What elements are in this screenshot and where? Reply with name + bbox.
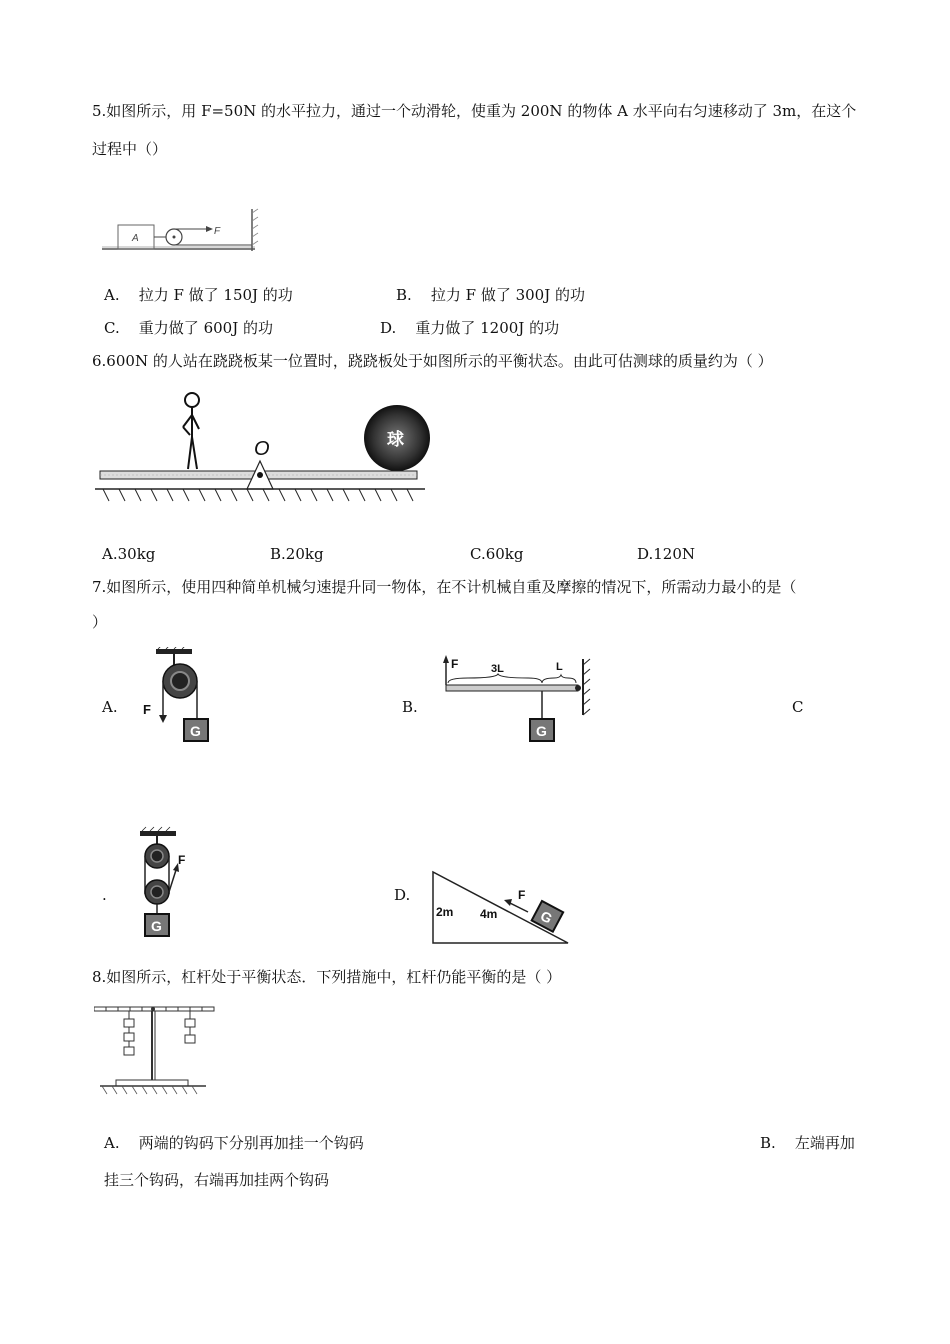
weight-label-d: G [537, 907, 556, 927]
lever-short-label: L [556, 661, 563, 673]
q5-option-a[interactable]: A. 拉力 F 做了 150J 的功 [104, 286, 293, 304]
q8-stem: 8.如图所示，杠杆处于平衡状态．下列措施中，杠杆仍能平衡的是（ ） [92, 968, 562, 986]
incline-height-label: 2m [436, 905, 454, 919]
force-label-d: F [518, 888, 526, 902]
force-label: F [214, 226, 221, 237]
lever-bar [446, 685, 578, 691]
lever-long-label: 3L [491, 663, 504, 675]
force-arrow-icon [504, 899, 512, 906]
q7-label-d[interactable]: D. [394, 886, 411, 904]
weight-label-c: G [151, 918, 162, 934]
q7-lever-figure [438, 655, 598, 747]
q6-option-b[interactable]: B.20kg [270, 545, 324, 563]
incline-length-label: 4m [480, 907, 498, 921]
q8-option-b-continued: 挂三个钩码，右端再加挂两个钩码 [104, 1171, 330, 1189]
q7-label-c-dot: . [102, 886, 107, 904]
q6-option-c[interactable]: C.60kg [470, 545, 524, 563]
q7-label-c[interactable]: C [792, 698, 804, 716]
q5-stem-line2: 过程中（） [92, 140, 168, 158]
q8-option-b[interactable]: B. 左端再加 [760, 1134, 855, 1152]
weight-label-b: G [536, 723, 547, 739]
q8-balance-lever-figure [94, 1002, 219, 1097]
force-arrow-icon [159, 715, 167, 723]
q6-stem: 6.600N 的人站在跷跷板某一位置时，跷跷板处于如图所示的平衡状态。由此可估测球的质量约为（ ） [92, 352, 773, 370]
q6-option-a[interactable]: A.30kg [102, 545, 156, 563]
ground-hatch [103, 489, 413, 501]
block-a-label: A [132, 233, 139, 244]
q7-label-b[interactable]: B. [402, 698, 418, 716]
q5-option-b[interactable]: B. 拉力 F 做了 300J 的功 [396, 286, 585, 304]
q6-option-d[interactable]: D.120N [637, 545, 696, 563]
q7-stem-line2: ） [92, 613, 108, 631]
q5-option-d[interactable]: D. 重力做了 1200J 的功 [380, 319, 560, 337]
q7-fixed-pulley-figure [138, 647, 218, 747]
q7-incline-figure [428, 866, 573, 946]
q7-pulley-block-figure [132, 826, 202, 944]
hook-weights-left [124, 1019, 134, 1055]
q5-option-c[interactable]: C. 重力做了 600J 的功 [104, 319, 273, 337]
q5-stem-line1: 5.如图所示，用 F=50N 的水平拉力，通过一个动滑轮，使重为 200N 的物体 A 水平向右匀速移动了 3m，在这个 [92, 102, 857, 120]
q5-pulley-figure [100, 205, 265, 270]
ball-label: 球 [387, 430, 404, 449]
weight-label-a: G [190, 723, 201, 739]
person-icon [183, 393, 199, 469]
q7-stem-line1: 7.如图所示，使用四种简单机械匀速提升同一物体，在不计机械自重及摩擦的情况下，所需动力最小的是（ [92, 578, 797, 596]
force-label-c: F [178, 853, 186, 867]
force-label-b: F [451, 657, 459, 671]
q7-label-a[interactable]: A. [102, 698, 118, 716]
q8-option-a[interactable]: A. 两端的钩码下分别再加挂一个钩码 [104, 1134, 364, 1152]
q6-seesaw-figure [95, 385, 430, 515]
force-label-a: F [143, 702, 151, 717]
pivot-label: O [254, 438, 270, 460]
force-arrow-icon [206, 226, 213, 232]
